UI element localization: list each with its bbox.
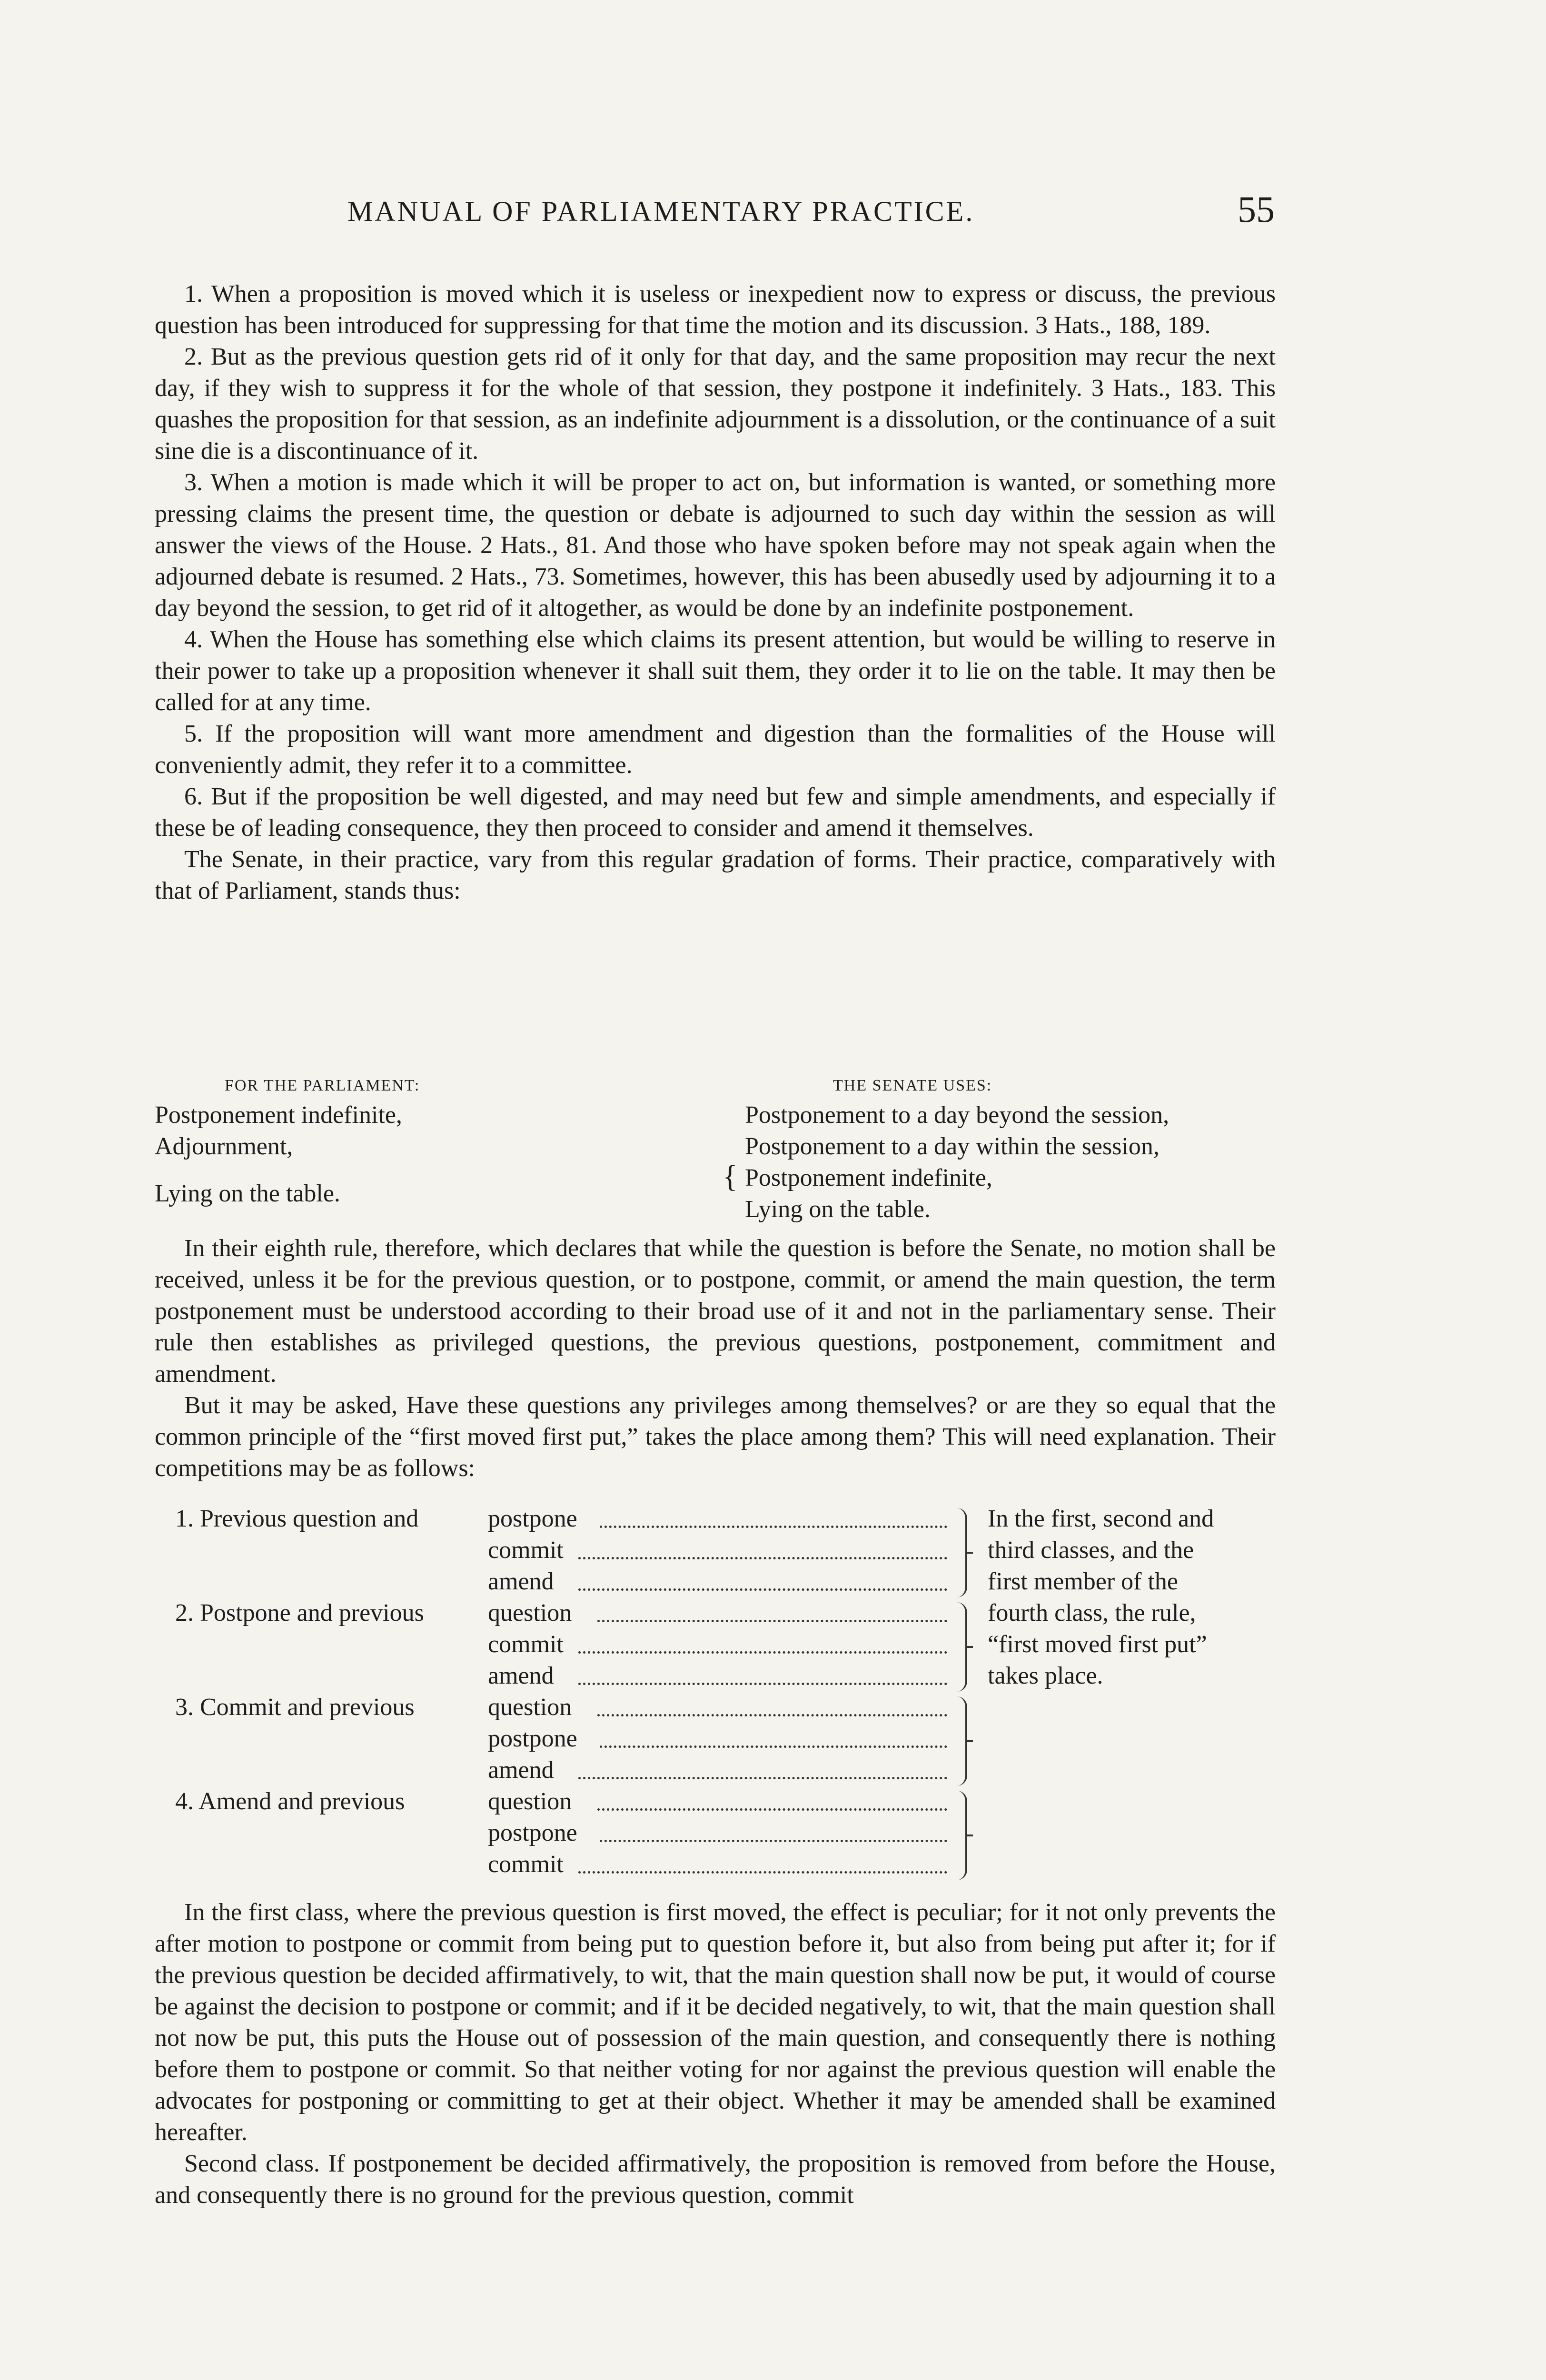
competition-motion: amend [488,1662,554,1689]
competition-motion: commit [488,1851,564,1878]
leader-dots [600,1526,947,1528]
leader-dots [578,1651,947,1654]
paragraph: 6. But if the proposition be well digested, and may need but few and simple amendments, and especially if these be of leading consequence, they then proceed to consider and amend it themselves. [155,783,1276,842]
brace-point [966,1552,973,1554]
leader-dots [578,1777,947,1779]
note-line: In the first, second and [988,1505,1214,1532]
parliament-item: Adjournment, [155,1133,293,1160]
brace-point [966,1835,973,1836]
note-line: third classes, and the [988,1537,1194,1564]
senate-item: Postponement to a day within the session, [745,1133,1160,1160]
competition-label: 4. Amend and previous [175,1788,405,1815]
competition-motion: question [488,1599,572,1626]
paragraph: In the first class, where the previous question is first moved, the effect is peculiar; for it not only prevents the after motion to postpone or commit from being put to question before it, but also from being put after it; for if the previous question be decided affirmatively, to wit, that the main question shall now be put, it would of course be against the decision to postpone or commit; and if it be decided negatively, to wit, that the main question shall not now be put, this puts the House out of possession of the main question, and consequently there is nothing before them to postpone or commit. So that neither voting for nor against the previous question will enable the advocates for postponing or committing to get at their object. Whether it may be amended shall be examined hereafter. [155,1899,1276,2146]
note-line: “first moved first put” [988,1631,1207,1658]
senate-item: Lying on the table. [745,1196,931,1223]
leader-dots [597,1714,947,1716]
brace [957,1602,967,1692]
competition-motion: postpone [488,1819,577,1846]
competition-motion: commit [488,1537,564,1564]
competition-label: 3. Commit and previous [175,1694,415,1721]
competition-label: 2. Postpone and previous [175,1599,424,1626]
note-line: fourth class, the rule, [988,1599,1196,1626]
competition-motion: postpone [488,1505,577,1532]
paragraph: The Senate, in their practice, vary from this regular gradation of forms. Their practice, comparatively with that of Parliament, stands thus: [155,846,1276,904]
competition-motion: question [488,1694,572,1721]
note-line: takes place. [988,1662,1103,1689]
brace: { [723,1159,738,1194]
leader-dots [600,1745,947,1748]
brace-point [966,1646,973,1648]
leader-dots [600,1840,947,1842]
text-block-bottom [155,1897,1276,2211]
leader-dots [578,1683,947,1685]
paragraph: 1. When a proposition is moved which it is useless or inexpedient now to express or discuss, the previous question has been introduced for suppressing for that time the motion and its discussion. 3 Hats., 188, 189. [155,280,1276,339]
brace [957,1791,967,1880]
text-block-top [155,278,1276,907]
paragraph: 4. When the House has something else which claims its present attention, but would be willing to reserve in their power to take up a proposition whenever it shall suit them, they order it to lie on the table. It may then be called for at any time. [155,626,1276,716]
senate-item: Postponement indefinite, [745,1164,992,1191]
paragraph: In their eighth rule, therefore, which declares that while the question is before the Senate, no motion shall be received, unless it be for the previous question, or to postpone, commit, or amend the main question, the term postponement must be understood according to their broad use of it and not in the parliamentary sense. Their rule then establishes as privileged questions, the previous questions, postponement, commitment and amendment. [155,1235,1276,1388]
parliament-item: Postponement indefinite, [155,1101,402,1129]
paragraph: 3. When a motion is made which it will be proper to act on, but information is wanted, or something more pressing claims the present time, the question or debate is adjourned to such day within the session as will answer the views of the House. 2 Hats., 81. And those who have spoken before may not speak again when the adjourned debate is resumed. 2 Hats., 73. Sometimes, however, this has been abusedly used by adjourning it to a day beyond the session, to get rid of it altogether, as would be done by an indefinite postponement. [155,469,1276,622]
running-title: MANUAL OF PARLIAMENTARY PRACTICE. [347,196,975,227]
paragraph: Second class. If postponement be decided affirmatively, the proposition is removed from before the House, and consequently there is no ground for the previous question, commit [155,2150,1276,2209]
parliament-item: Lying on the table. [155,1180,340,1207]
senate-item: Postponement to a day beyond the session, [745,1101,1169,1129]
note-line: first member of the [988,1568,1178,1595]
text-block-middle [155,1233,1276,1484]
paragraph: But it may be asked, Have these questions any privileges among themselves? or are they so equal that the common principle of the “first moved first put,” takes the place among them? This will need explanation. Their competitions may be as follows: [155,1392,1276,1482]
leader-dots [597,1620,947,1622]
competition-motion: amend [488,1756,554,1784]
competition-motion: postpone [488,1725,577,1752]
competition-label: 1. Previous question and [175,1505,419,1532]
leader-dots [578,1557,947,1559]
competition-motion: question [488,1788,572,1815]
page-number: 55 [1238,188,1275,230]
leader-dots [578,1871,947,1874]
competition-motion: amend [488,1568,554,1595]
paragraph: 5. If the proposition will want more amendment and digestion than the formalities of the House will conveniently admit, they refer it to a committee. [155,720,1276,779]
competition-motion: commit [488,1631,564,1658]
leader-dots [597,1808,947,1811]
competition-note [988,1503,1273,1692]
senate-heading: THE SENATE USES: [833,1077,992,1094]
paragraph: 2. But as the previous question gets rid of it only for that day, and the same proposition may recur the next day, if they wish to suppress it for the whole of that session, they postpone it indefinitely. 3 Hats., 183. This quashes the proposition for that session, as an indefinite adjournment is a dissolution, or the continuance of a suit sine die is a discontinuance of it. [155,343,1276,465]
leader-dots [578,1588,947,1591]
brace [957,1508,967,1597]
brace-point [966,1740,973,1742]
brace [957,1696,967,1786]
parliament-heading: FOR THE PARLIAMENT: [225,1077,420,1094]
